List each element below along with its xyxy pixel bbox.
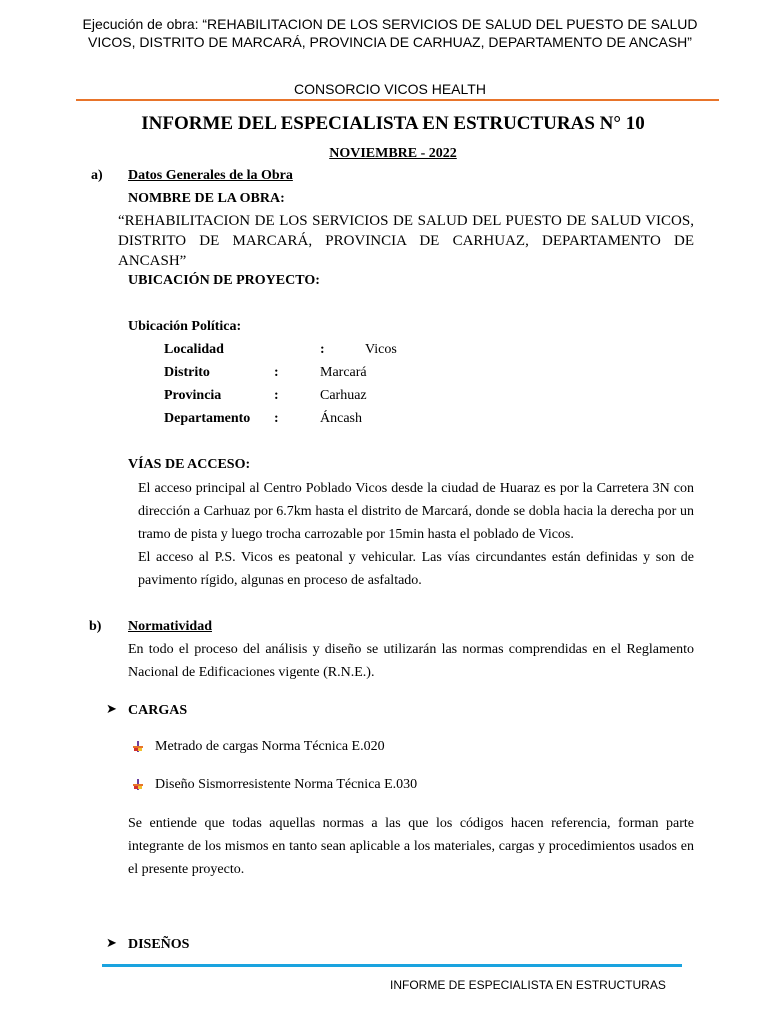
section-b-heading: Normatividad	[128, 619, 212, 634]
access-paragraph-1: El acceso principal al Centro Poblado Vicos desde la ciudad de Huaraz es por la Carretera 3N con dirección a Carhuaz por 6.7km hasta el distrito de Marcará, donde se dobla hacia la derecha por un tramo de pista y luego trocha carrozable por 15min hasta el poblado de Vicos.	[138, 481, 694, 542]
location-sep: :	[274, 365, 279, 380]
arrow-bullet-icon: ➤	[106, 702, 117, 717]
location-value-distrito: Marcará	[320, 365, 367, 380]
arrow-bullet-icon: ➤	[106, 936, 117, 951]
access-label: VÍAS DE ACCESO:	[128, 457, 251, 472]
color-diamond-bullet-icon	[133, 741, 143, 752]
footer-rule	[102, 964, 682, 967]
section-a-letter: a)	[91, 168, 103, 183]
project-name-label: NOMBRE DE LA OBRA:	[128, 191, 285, 206]
section-b-letter: b)	[89, 619, 102, 634]
section-b-closing: Se entiende que todas aquellas normas a las que los códigos hacen referencia, forman parte integrante de los mismos en tanto sean aplicable a los materiales, cargas y procedimientos usados en el presente proyecto.	[128, 816, 694, 877]
location-value-provincia: Carhuaz	[320, 388, 367, 403]
location-key-departamento: Departamento	[164, 411, 251, 426]
disenos-label: DISEÑOS	[128, 937, 190, 952]
location-value-departamento: Áncash	[320, 411, 362, 426]
norm-item: Metrado de cargas Norma Técnica E.020	[155, 739, 385, 754]
header-consortium: CONSORCIO VICOS HEALTH	[294, 81, 486, 97]
location-sep: :	[320, 342, 325, 357]
political-location-label: Ubicación Política:	[128, 319, 242, 334]
document-title: INFORME DEL ESPECIALISTA EN ESTRUCTURAS N° 10	[141, 113, 645, 134]
document-date: NOVIEMBRE - 2022	[329, 146, 457, 161]
location-sep: :	[274, 388, 279, 403]
access-paragraph-2: El acceso al P.S. Vicos es peatonal y vehicular. Las vías circundantes están definidas y son de pavimento rígido, algunas en proceso de asfaltado.	[138, 550, 694, 588]
location-sep: :	[274, 411, 279, 426]
location-key-provincia: Provincia	[164, 388, 222, 403]
header-project-line: Ejecución de obra: “REHABILITACION DE LOS SERVICIOS DE SALUD DEL PUESTO DE SALUD VICOS, DISTRITO DE MARCARÁ, PROVINCIA DE CARHUAZ, DEPARTAMENTO DE ANCASH”	[82, 16, 698, 50]
location-value-localidad: Vicos	[365, 342, 397, 357]
norm-item: Diseño Sismorresistente Norma Técnica E.030	[155, 777, 418, 792]
location-key-distrito: Distrito	[164, 365, 210, 380]
cargas-label: CARGAS	[128, 703, 188, 718]
location-key-localidad: Localidad	[164, 342, 224, 357]
project-name-text: “REHABILITACION DE LOS SERVICIOS DE SALUD DEL PUESTO DE SALUD VICOS, DISTRITO DE MARCARÁ, PROVINCIA DE CARHUAZ, DEPARTAMENTO DE ANCASH”	[118, 213, 694, 269]
section-a-heading: Datos Generales de la Obra	[128, 168, 293, 183]
header-rule	[76, 99, 719, 101]
section-b-intro: En todo el proceso del análisis y diseño se utilizarán las normas comprendidas en el Reglamento Nacional de Edificaciones vigente (R.N.E.).	[128, 642, 694, 680]
location-label: UBICACIÓN DE PROYECTO:	[128, 273, 320, 288]
footer-text: INFORME DE ESPECIALISTA EN ESTRUCTURAS	[390, 978, 666, 992]
color-diamond-bullet-icon	[133, 779, 143, 790]
